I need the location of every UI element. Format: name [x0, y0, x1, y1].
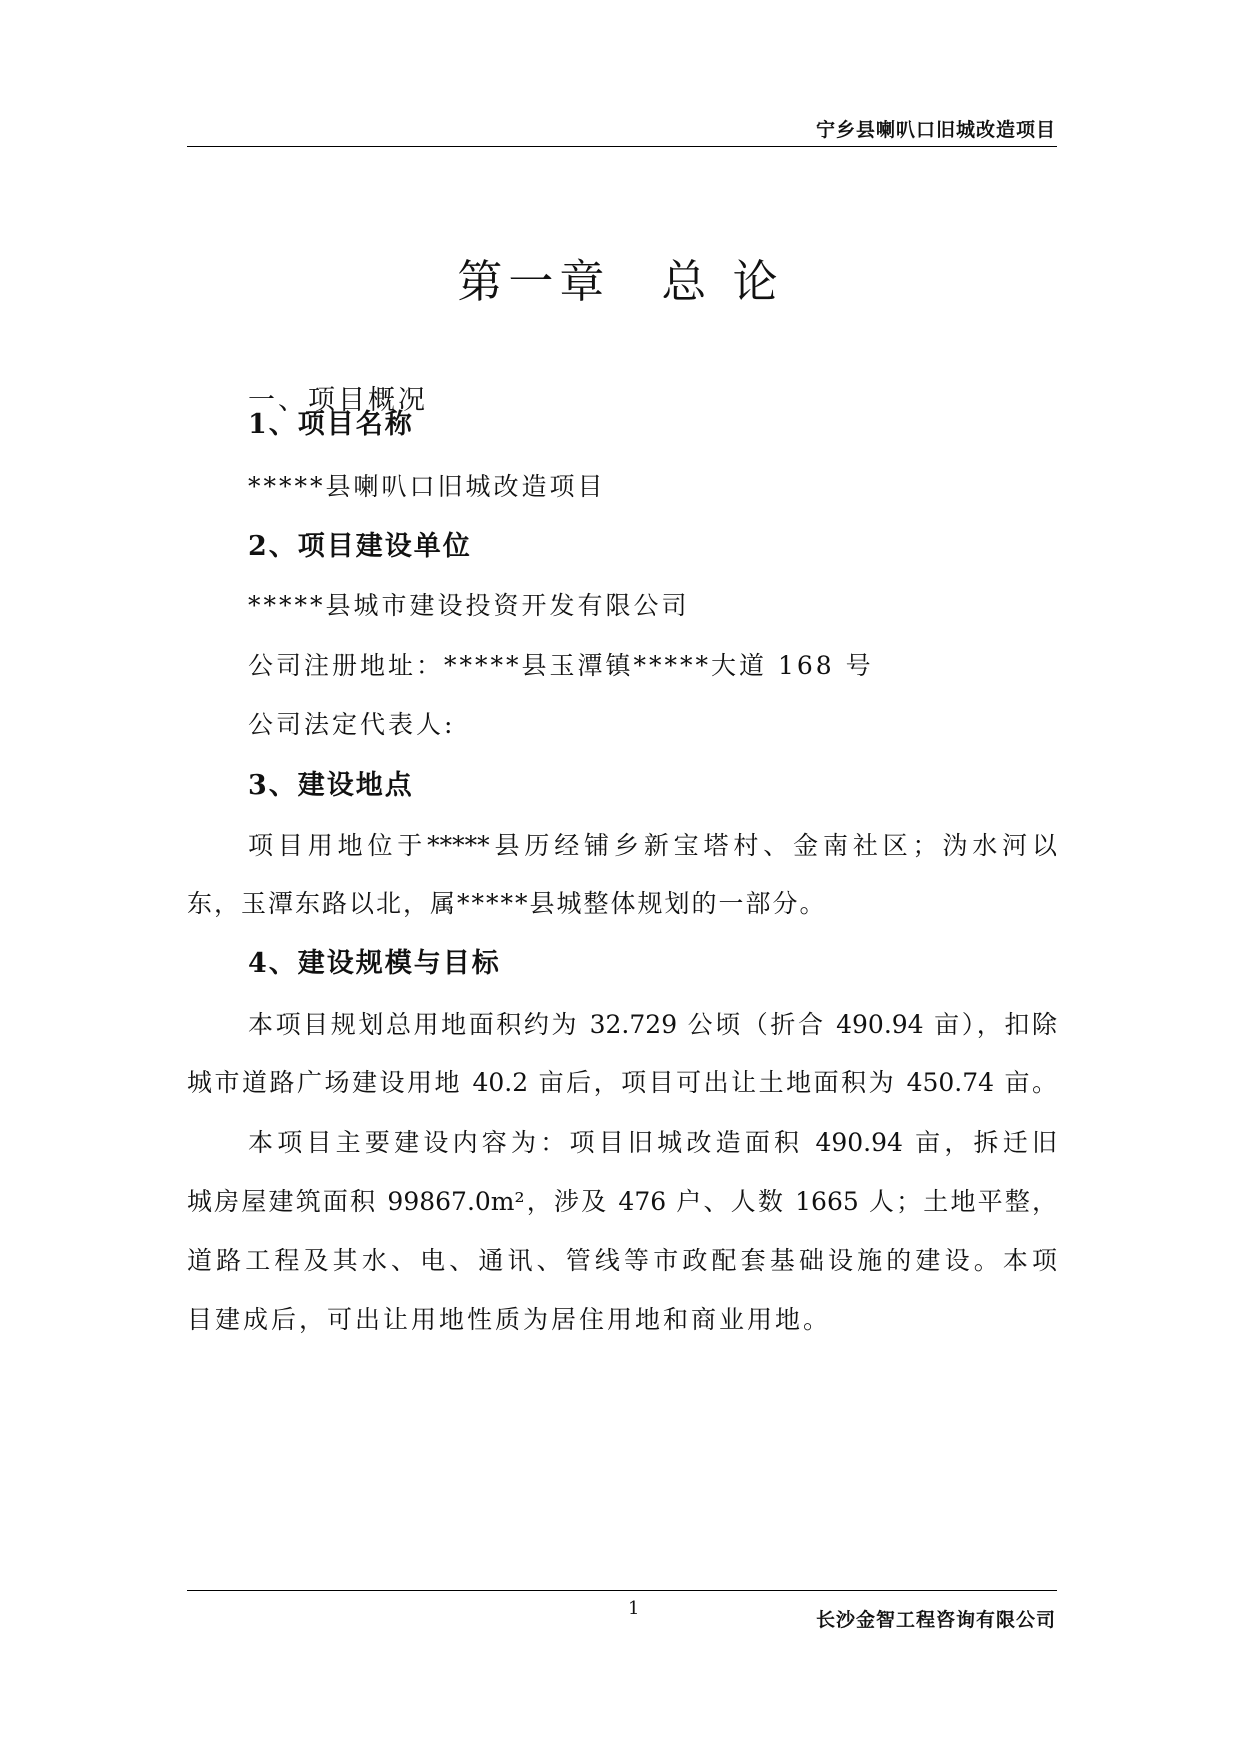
- scale-line-1: 本项目规划总用地面积约为 32.729 公顷（折合 490.94 亩），扣除: [248, 1010, 1057, 1039]
- item-heading-4: 4、建设规模与目标: [248, 948, 501, 979]
- item-heading-2: 2、项目建设单位: [248, 531, 472, 562]
- content-line-3: 道路工程及其水、电、通讯、管线等市政配套基础设施的建设。本项: [187, 1246, 1057, 1275]
- project-name: *****县喇叭口旧城改造项目: [248, 472, 606, 501]
- footer-company: 长沙金智工程咨询有限公司: [815, 1609, 1056, 1631]
- chapter-title: 第一章 总 论: [457, 255, 784, 308]
- footer-rule: [187, 1590, 1057, 1591]
- location-line-1: 项目用地位于*****县历经铺乡新宝塔村、金南社区；沩水河以: [248, 831, 1057, 860]
- section-heading: 一、项目概况: [248, 385, 428, 416]
- construction-unit: *****县城市建设投资开发有限公司: [248, 591, 690, 620]
- header-project-title: 宁乡县喇叭口旧城改造项目: [815, 119, 1056, 141]
- location-line-2: 东，玉潭东路以北，属*****县城整体规划的一部分。: [187, 889, 827, 918]
- content-line-1: 本项目主要建设内容为：项目旧城改造面积 490.94 亩，拆迁旧: [248, 1128, 1057, 1157]
- scale-line-2: 城市道路广场建设用地 40.2 亩后，项目可出让土地面积为 450.74 亩。: [187, 1068, 1057, 1097]
- legal-representative: 公司法定代表人:: [248, 710, 456, 739]
- header-rule: [187, 146, 1057, 147]
- content-line-4: 目建成后，可出让用地性质为居住用地和商业用地。: [187, 1305, 832, 1334]
- page-number: 1: [628, 1598, 640, 1619]
- content-line-2: 城房屋建筑面积 99867.0m²，涉及 476 户、人数 1665 人；土地平整，: [187, 1187, 1057, 1216]
- item-heading-3: 3、建设地点: [248, 770, 414, 801]
- item-heading-1: 1、项目名称: [248, 409, 414, 440]
- registered-address: 公司注册地址：*****县玉潭镇*****大道 168 号: [248, 651, 874, 680]
